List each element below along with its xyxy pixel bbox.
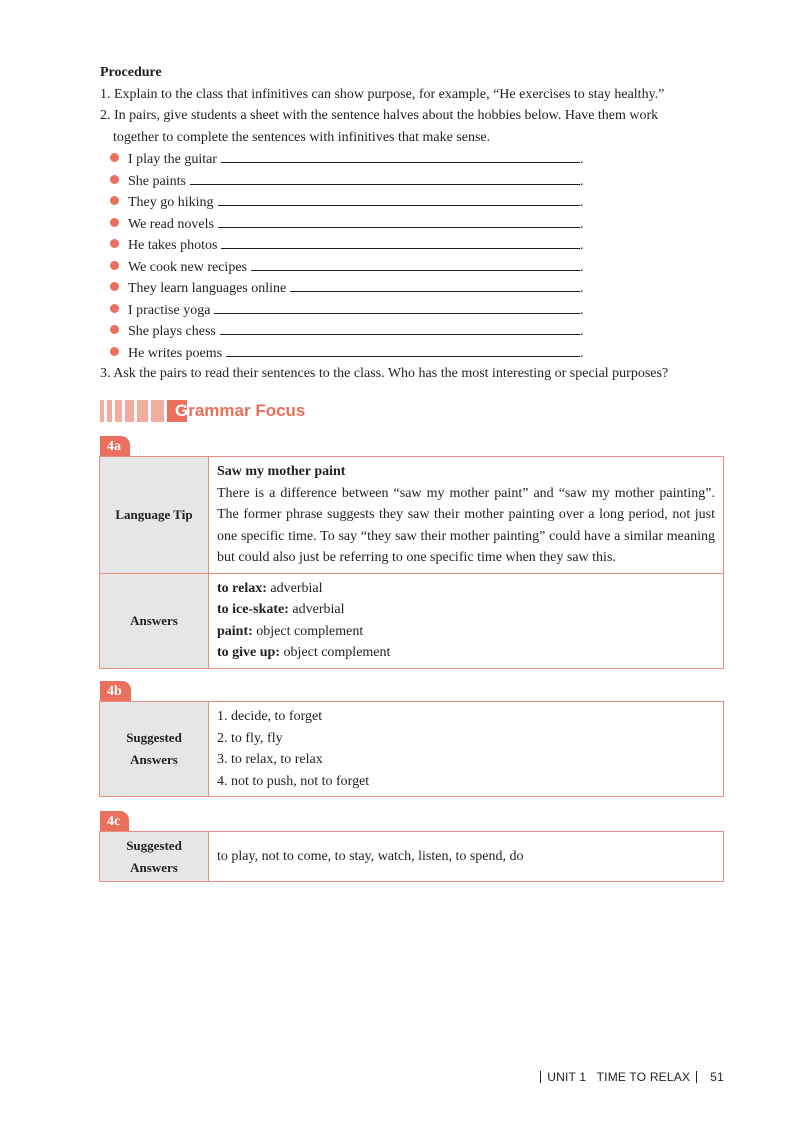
suggested-answers-content [209,702,724,797]
hobby-item [110,299,724,321]
period: . [580,345,584,361]
answer-item: 2. to fly, fly [217,730,283,746]
hobby-text: They go hiking [128,195,214,210]
language-tip-label: Language Tip [100,457,209,574]
hobby-text: They learn languages online [128,281,287,296]
bullet-icon [110,347,119,356]
bullet-icon [110,304,119,313]
period: . [580,238,584,253]
period: . [580,216,584,232]
procedure-step-2-line-2: together to complete the sentences with infinitives that make sense. [113,129,491,145]
period: . [580,259,584,275]
answers-label: Answers [100,573,209,668]
label-line: Answers [130,859,178,875]
hobby-item [110,277,724,299]
hobby-text: She paints [128,173,186,189]
language-tip-content [209,457,724,574]
header-stripe [125,400,134,422]
hobby-text: I play the guitar [128,152,218,167]
bullet-icon [110,218,119,227]
language-tip-heading: Saw my mother paint [217,464,346,479]
answer-item: 3. to relax, to relax [217,752,323,767]
hobby-item [110,256,724,278]
period: . [580,173,584,189]
header-stripe [107,400,112,422]
period: . [580,302,584,318]
suggested-answers-row [100,832,724,882]
header-stripe [115,400,122,422]
answers-content [209,573,724,668]
section-tab-4c: 4c [100,811,129,832]
bullet-icon [110,175,119,184]
bullet-icon [110,239,119,248]
label-line: Suggested [126,730,182,745]
hobby-item [110,191,724,213]
bullet-icon [110,261,119,270]
page-number: 51 [710,1070,724,1084]
fill-blank-line [290,277,580,292]
label-line: Suggested [126,837,182,853]
answer-term: to give up: [217,645,280,660]
fill-blank-line [221,148,580,163]
fill-blank-line [221,234,580,249]
section-4a-table [99,456,724,669]
hobby-text: I practise yoga [128,302,211,318]
procedure-step-3: 3. Ask the pairs to read their sentences to the class. Who has the most interesting or special purposes? [100,366,669,381]
title-rest: rammar Focus [188,401,306,420]
answer-value: adverbial [292,602,345,617]
answer-term: to relax: [217,580,267,596]
bullet-icon [110,153,119,162]
period: . [580,324,584,339]
procedure-step-2-line-1: 2. In pairs, give students a sheet with the sentence halves about the hobbies below. Have them work [100,108,659,123]
answer-item: 1. decide, to forget [217,709,323,724]
header-stripe [100,400,104,422]
fill-blank-line [190,170,580,185]
answer-term: paint: [217,623,253,639]
bullet-icon [110,196,119,205]
hobby-item [110,148,724,170]
section-4b-table [99,701,724,797]
page-footer [534,1070,724,1084]
hobby-item [110,342,724,364]
answer-value: adverbial [270,580,323,596]
procedure-title: Procedure [100,65,162,80]
footer-unit: UNIT 1 [547,1070,587,1084]
procedure-step-1: 1. Explain to the class that infinitives can show purpose, for example, “He exercises to stay healthy.” [100,86,665,102]
footer-unit-title: TIME TO RELAX [596,1070,691,1084]
hobby-list [100,148,724,363]
bullet-icon [110,325,119,334]
fill-blank-line [218,213,580,228]
hobby-text: He writes poems [128,345,223,361]
label-line: Answers [130,752,178,767]
suggested-answers-row [100,702,724,797]
section-4c-table [99,831,724,882]
fill-blank-line [218,191,580,206]
answer-item: 4. not to push, not to forget [217,773,370,789]
procedure-section [100,62,724,385]
hobby-text: We read novels [128,216,214,232]
grammar-focus-header [100,399,305,423]
fill-blank-line [214,299,580,314]
hobby-text: He takes photos [128,238,218,253]
title-first-letter: G [175,401,189,420]
answer-item [217,578,715,600]
fill-blank-line [220,320,580,335]
footer-divider [540,1071,541,1083]
period: . [580,281,584,296]
answer-item [217,642,715,664]
hobby-item [110,170,724,192]
suggested-answers-content: to play, not to come, to stay, watch, listen, to spend, do [209,832,724,882]
hobby-item [110,234,724,256]
header-stripe [151,400,164,422]
period: . [580,152,584,167]
footer-divider [696,1071,697,1083]
suggested-answers-label [100,832,209,882]
answers-row [100,573,724,668]
period: . [580,195,584,210]
procedure-step-2 [100,105,724,148]
header-stripe [137,400,148,422]
language-tip-body: There is a difference between “saw my mother paint” and “saw my mother painting”. The former phrase suggests they saw their mother painting over a long period, not just one specific time. To say “they saw their mother painting” could have a similar meaning but could also just be referring to one specific time when they saw this. [217,485,715,565]
hobby-item [110,320,724,342]
hobby-item [110,213,724,235]
language-tip-row [100,457,724,574]
section-tab-4a: 4a [100,436,130,457]
answer-value: object complement [283,645,391,660]
fill-blank-line [251,256,580,271]
hobby-text: We cook new recipes [128,259,247,275]
answer-item [217,599,715,621]
grammar-focus-title [175,401,305,421]
fill-blank-line [226,342,580,357]
answer-term: to ice-skate: [217,602,289,617]
bullet-icon [110,282,119,291]
suggested-answers-label [100,702,209,797]
answer-item [217,621,715,643]
answer-value: object complement [256,623,364,639]
hobby-text: She plays chess [128,324,216,339]
section-tab-4b: 4b [100,681,131,702]
